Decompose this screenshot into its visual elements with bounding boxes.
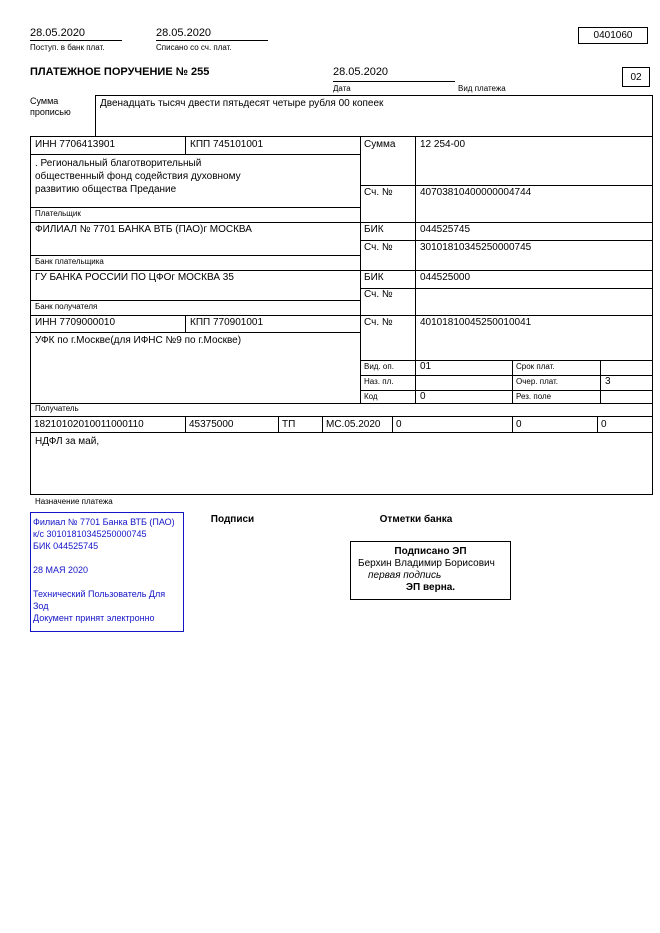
signature-role: первая подпись [368,570,442,581]
grid-line [95,95,653,96]
grid-line [30,432,653,433]
payee-bank-name: ГУ БАНКА РОССИИ ПО ЦФОг МОСКВА 35 [35,272,234,283]
grid-line [360,360,653,361]
payment-kind-label: Вид платежа [458,84,506,93]
tax-oktmo: 45375000 [189,419,234,430]
bank-stamp-line [33,552,181,564]
payer-inn: ИНН 7706413901 [35,139,116,150]
grid-line [392,416,393,433]
grid-line [278,416,279,433]
received-date-underline [30,40,122,41]
op-kind-value: 01 [420,361,432,372]
grid-line [512,416,513,433]
amount-words-label-2: прописью [30,107,71,117]
amount-words-label-1: Сумма [30,96,59,106]
grid-line [95,95,96,136]
tax-kbk: 18210102010011000110 [34,419,144,430]
received-date-label: Поступ. в банк плат. [30,43,105,52]
form-code-box: 0401060 [578,27,648,44]
debited-date-label: Списано со сч. плат. [156,43,232,52]
grid-line [512,360,513,404]
bank-stamp-line: Филиал № 7701 Банка ВТБ (ПАО) [33,517,175,527]
grid-line [322,416,323,433]
payee-name: УФК по г.Москве(для ИФНС №9 по г.Москве) [35,335,242,346]
payee-account: 40101810045250010041 [420,317,532,328]
grid-line [30,300,360,301]
payer-bank-account: 30101810345250000745 [420,242,532,253]
payee-bank-bik: 044525000 [420,272,471,283]
grid-line [597,416,598,433]
grid-line [30,416,653,417]
grid-line [30,207,360,208]
payer-bank-bik: 044525745 [420,224,471,235]
signature-stamp-title: Подписано ЭП [394,546,467,557]
bank-stamp-line [33,576,181,588]
document-date: 28.05.2020 [333,66,389,78]
grid-line [185,416,186,433]
debited-date: 28.05.2020 [156,27,212,39]
electronic-signature-stamp [350,541,511,600]
grid-line [185,315,186,332]
grid-line [30,136,31,495]
purpose-label: Назначение платежа [35,497,113,506]
payer-bank-account-label: Сч. № [364,242,393,253]
payer-bank-bik-label: БИК [364,224,384,235]
bank-marks-header: Отметки банка [379,514,453,525]
grid-line [30,270,653,271]
grid-line [360,185,653,186]
payee-bank-account-label: Сч. № [364,289,393,300]
payer-bank-section-label: Банк плательщика [35,257,104,266]
grid-line [30,154,360,155]
amount-value: 12 254-00 [420,139,466,150]
grid-line [30,136,653,137]
document-date-underline [333,81,455,82]
payer-status-box: 02 [622,67,650,87]
received-date: 28.05.2020 [30,27,86,39]
pay-term-label: Срок плат. [516,362,555,371]
payer-account-label: Сч. № [364,187,393,198]
grid-line [30,315,653,316]
grid-line [600,360,601,404]
bank-stamp-line: БИК 044525745 [33,541,99,551]
grid-line [30,494,653,495]
document-title: ПЛАТЕЖНОЕ ПОРУЧЕНИЕ № 255 [30,66,210,78]
tax-doc-date: 0 [516,419,522,430]
priority-value: 3 [605,376,611,387]
payee-account-label: Сч. № [364,317,393,328]
grid-line [360,390,653,391]
purpose-text: НДФЛ за май, [35,436,100,447]
document-date-label: Дата [333,84,351,93]
grid-line [185,136,186,154]
payee-inn: ИНН 7709000010 [35,317,116,328]
payee-bank-section-label: Банк получателя [35,302,98,311]
payer-section-label: Плательщик [35,209,81,218]
reserve-field-label: Рез. поле [516,392,552,401]
bank-stamp-line: Технический Пользователь Для [33,589,166,599]
tax-payment-type: 0 [601,419,607,430]
bank-stamp-line: к/с 30101810345250000745 [33,529,147,539]
payer-kpp: КПП 745101001 [190,139,264,150]
payer-bank-name: ФИЛИАЛ № 7701 БАНКА ВТБ (ПАО)г МОСКВА [35,224,252,235]
grid-line [30,255,360,256]
tax-basis: ТП [282,419,296,430]
payer-account: 40703810400000004744 [420,187,532,198]
tax-period: МС.05.2020 [326,419,381,430]
payee-bank-bik-label: БИК [364,272,384,283]
op-kind-label: Вид. оп. [364,362,394,371]
payee-section-label: Получатель [35,404,79,413]
signature-verified-text: ЭП верна. [405,582,456,593]
amount-label: Сумма [364,139,396,150]
tax-doc-number: 0 [396,419,402,430]
signature-signer-name: Берхин Владимир Борисович [358,558,495,569]
grid-line [30,403,653,404]
code-value: 0 [420,391,426,402]
bank-electronic-stamp [30,512,184,632]
grid-line [360,240,653,241]
priority-label: Очер. плат. [516,377,559,386]
signatures-header: Подписи [210,514,255,525]
grid-line [360,136,361,404]
bank-stamp-line: 28 МАЯ 2020 [33,565,89,575]
bank-stamp-line: Зод [33,601,49,611]
grid-line [30,332,360,333]
debited-date-underline [156,40,268,41]
payee-kpp: КПП 770901001 [190,317,264,328]
code-label: Код [364,392,378,401]
bank-stamp-line: Документ принят электронно [33,613,155,623]
purpose-code-label: Наз. пл. [364,377,394,386]
grid-line [360,288,653,289]
payer-name: . Региональный благотворительный общественный фонд содействия духовному развитию общества Предание [35,158,241,195]
grid-line [652,95,653,495]
grid-line [30,222,653,223]
grid-line [415,136,416,404]
amount-words-value: Двенадцать тысяч двести пятьдесят четыре рубля 00 копеек [100,98,384,109]
